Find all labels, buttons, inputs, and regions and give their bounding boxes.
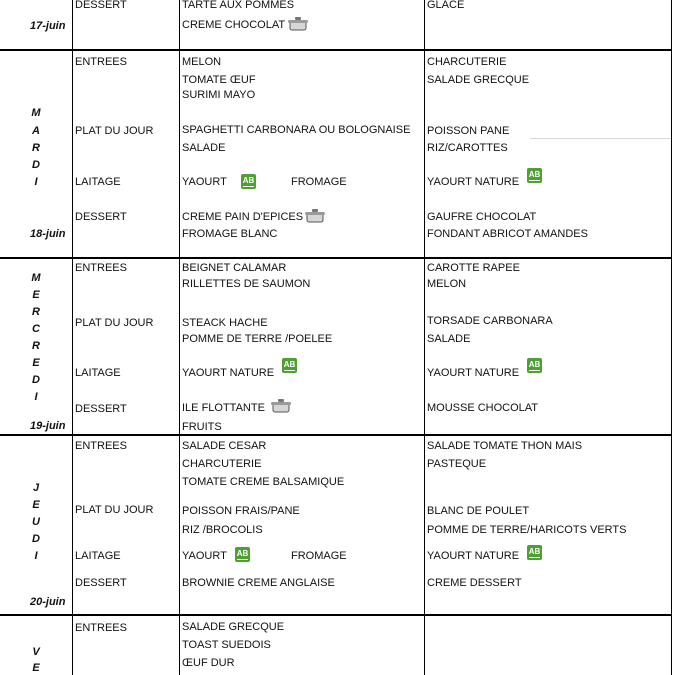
menu-item: BROWNIE CREME ANGLAISE	[182, 577, 335, 589]
menu-item: POMME DE TERRE /POELEE	[182, 333, 333, 345]
day-separator	[0, 614, 672, 616]
day-letter: D	[32, 533, 40, 545]
menu-item: SALADE CESAR	[182, 440, 267, 452]
row-separator	[530, 138, 671, 139]
menu-item: ILE FLOTTANTE	[182, 402, 265, 414]
row-label-dessert: DESSERT	[75, 0, 127, 11]
menu-item: FROMAGE	[291, 176, 347, 188]
menu-item: FROMAGE	[291, 550, 347, 562]
menu-item: RIZ /BROCOLIS	[182, 524, 263, 536]
organic-ab-icon: AB	[282, 358, 297, 373]
menu-item: MOUSSE CHOCOLAT	[427, 402, 539, 414]
day-letter: E	[32, 357, 40, 369]
menu-item: GAUFRE CHOCOLAT	[427, 211, 537, 223]
menu-item: FONDANT ABRICOT AMANDES	[427, 228, 588, 240]
menu-item: SALADE	[182, 142, 226, 154]
menu-item: SURIMI MAYO	[182, 89, 256, 101]
row-label-dessert: DESSERT	[75, 403, 127, 415]
menu-item: BLANC DE POULET	[427, 505, 530, 517]
organic-ab-icon: AB	[235, 547, 250, 562]
day-letter: A	[32, 125, 40, 137]
menu-item: CREME PAIN D'EPICES	[182, 211, 304, 223]
menu-item: SALADE GRECQUE	[182, 621, 285, 633]
row-label-plat: PLAT DU JOUR	[75, 504, 154, 516]
day-letter: U	[32, 516, 40, 528]
row-label-laitage: LAITAGE	[75, 176, 121, 188]
organic-ab-icon: AB	[527, 545, 542, 560]
menu-item: YAOURT NATURE	[427, 550, 520, 562]
day-letter: E	[32, 662, 40, 674]
menu-item: RILLETTES DE SAUMON	[182, 278, 311, 290]
day-letter: I	[34, 391, 38, 403]
cooking-pot-icon	[287, 16, 309, 32]
row-label-dessert: DESSERT	[75, 211, 127, 223]
col-divider-day	[72, 0, 73, 675]
cooking-pot-icon	[304, 208, 326, 224]
col-divider-menu	[424, 0, 425, 675]
menu-item: CHARCUTERIE	[182, 458, 262, 470]
day-separator	[0, 434, 672, 436]
day-letter: E	[32, 289, 40, 301]
day-letter: V	[32, 646, 40, 658]
day-letter: M	[31, 107, 41, 119]
menu-item: CAROTTE RAPEE	[427, 262, 520, 274]
day-letter: J	[32, 482, 40, 494]
day-letter: R	[32, 340, 40, 352]
day-letter: C	[32, 323, 40, 335]
day-letter: D	[32, 159, 40, 171]
day-letter: R	[32, 142, 40, 154]
menu-item: MELON	[427, 278, 467, 290]
menu-item: SPAGHETTI CARBONARA OU BOLOGNAISE	[182, 124, 411, 136]
menu-item: GLACE	[427, 0, 465, 11]
day-letter: I	[34, 176, 38, 188]
menu-item: BEIGNET CALAMAR	[182, 262, 287, 274]
row-label-dessert: DESSERT	[75, 577, 127, 589]
day-date: 20-juin	[30, 596, 66, 608]
row-label-entrees: ENTREES	[75, 440, 127, 452]
menu-item: SALADE TOMATE THON MAIS	[427, 440, 583, 452]
menu-item: TARTE AUX POMMES	[182, 0, 295, 11]
menu-item: CHARCUTERIE	[427, 56, 507, 68]
menu-item: YAOURT NATURE	[427, 176, 520, 188]
row-label-entrees: ENTREES	[75, 262, 127, 274]
day-date: 18-juin	[30, 228, 66, 240]
day-letter: R	[32, 306, 40, 318]
day-letter: I	[34, 550, 38, 562]
col-divider-right	[671, 0, 672, 675]
organic-ab-icon: AB	[241, 174, 256, 189]
col-divider-label	[179, 0, 180, 675]
menu-item: POISSON PANE	[427, 125, 510, 137]
menu-item: FRUITS	[182, 421, 222, 433]
day-separator	[0, 257, 672, 259]
menu-item: RIZ/CAROTTES	[427, 142, 508, 154]
menu-item: YAOURT	[182, 176, 227, 188]
menu-item: MELON	[182, 56, 222, 68]
day-letter: D	[32, 374, 40, 386]
menu-item: PASTEQUE	[427, 458, 487, 470]
row-label-plat: PLAT DU JOUR	[75, 125, 154, 137]
menu-item: CREME CHOCOLAT	[182, 19, 286, 31]
menu-item: POISSON FRAIS/PANE	[182, 505, 300, 517]
menu-item: YAOURT NATURE	[182, 367, 275, 379]
day-date: 19-juin	[30, 420, 66, 432]
organic-ab-icon: AB	[527, 168, 542, 183]
row-label-entrees: ENTREES	[75, 56, 127, 68]
menu-item: POMME DE TERRE/HARICOTS VERTS	[427, 524, 627, 536]
menu-item: SALADE GRECQUE	[427, 74, 530, 86]
day-letter: M	[31, 272, 41, 284]
day-separator	[0, 49, 672, 51]
menu-item: TOMATE ŒUF	[182, 74, 256, 86]
menu-item: ŒUF DUR	[182, 657, 235, 669]
row-label-laitage: LAITAGE	[75, 550, 121, 562]
menu-item: TOAST SUEDOIS	[182, 639, 271, 651]
day-date: 17-juin	[30, 20, 66, 32]
menu-item: CREME DESSERT	[427, 577, 522, 589]
row-label-plat: PLAT DU JOUR	[75, 317, 154, 329]
menu-item: STEACK HACHE	[182, 317, 268, 329]
row-label-entrees: ENTREES	[75, 622, 127, 634]
menu-item: TOMATE CREME BALSAMIQUE	[182, 476, 345, 488]
menu-item: YAOURT	[182, 550, 227, 562]
menu-item: YAOURT NATURE	[427, 367, 520, 379]
cooking-pot-icon	[270, 398, 292, 414]
row-label-laitage: LAITAGE	[75, 367, 121, 379]
day-letter: E	[32, 499, 40, 511]
organic-ab-icon: AB	[527, 358, 542, 373]
menu-item: SALADE	[427, 333, 471, 345]
menu-item: TORSADE CARBONARA	[427, 315, 553, 327]
menu-item: FROMAGE BLANC	[182, 228, 278, 240]
